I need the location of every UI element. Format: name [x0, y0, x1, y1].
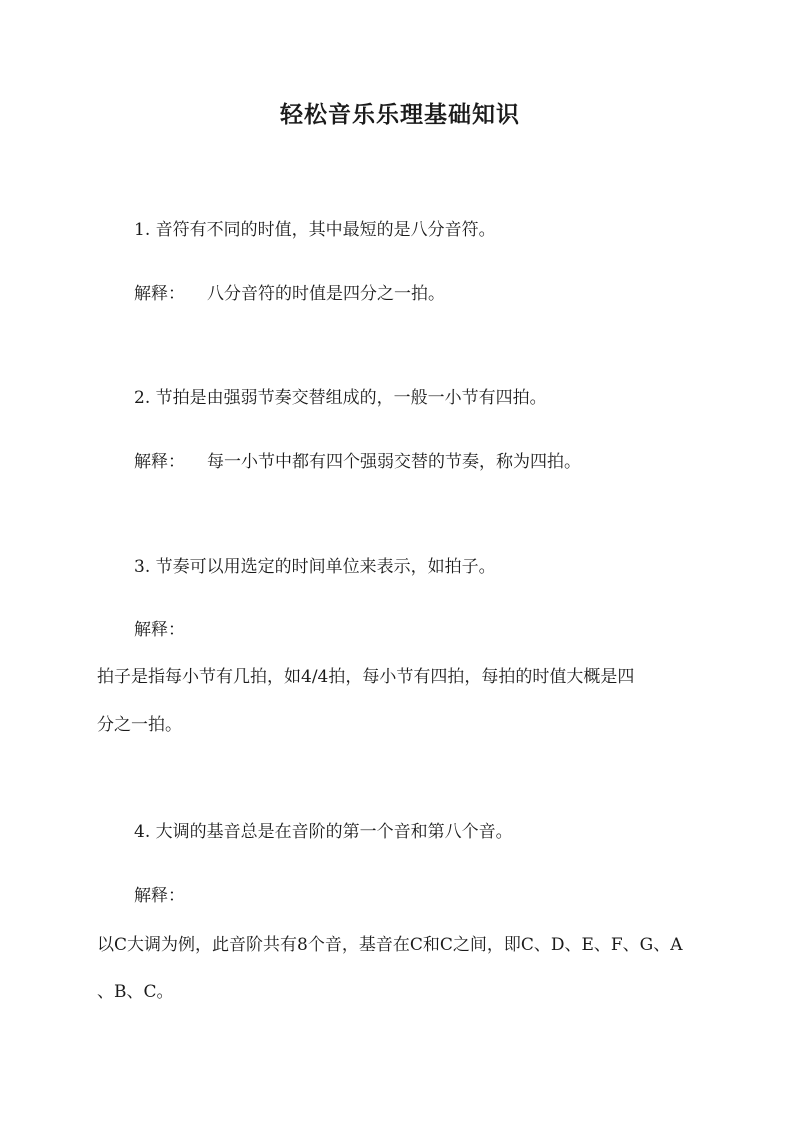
explanation-1-label: 解释： [134, 284, 185, 304]
explanation-2 [134, 450, 581, 474]
question-2: 2. 节拍是由强弱节奏交替组成的，一般一小节有四拍。 [134, 388, 547, 408]
question-4: 4. 大调的基音总是在音阶的第一个音和第八个音。 [134, 822, 513, 842]
explanation-1-text: 八分音符的时值是四分之一拍。 [207, 284, 445, 304]
explanation-1 [134, 282, 445, 306]
explanation-3-line-1: 拍子是指每小节有几拍，如4/4拍，每小节有四拍，每拍的时值大概是四 [97, 667, 635, 687]
question-1: 1. 音符有不同的时值，其中最短的是八分音符。 [134, 220, 496, 240]
page-title: 轻松音乐乐理基础知识 [280, 101, 520, 128]
question-3: 3. 节奏可以用选定的时间单位来表示，如拍子。 [134, 557, 496, 577]
explanation-4-label: 解释： [134, 886, 185, 906]
explanation-3-line-2: 分之一拍。 [97, 715, 182, 735]
explanation-3-label: 解释： [134, 620, 185, 640]
explanation-4-line-2: 、B、C。 [97, 982, 174, 1002]
explanation-4-line-1: 以C大调为例，此音阶共有8个音，基音在C和C之间，即C、D、E、F、G、A [97, 935, 683, 955]
explanation-2-label: 解释： [134, 452, 185, 472]
explanation-2-text: 每一小节中都有四个强弱交替的节奏，称为四拍。 [207, 452, 581, 472]
